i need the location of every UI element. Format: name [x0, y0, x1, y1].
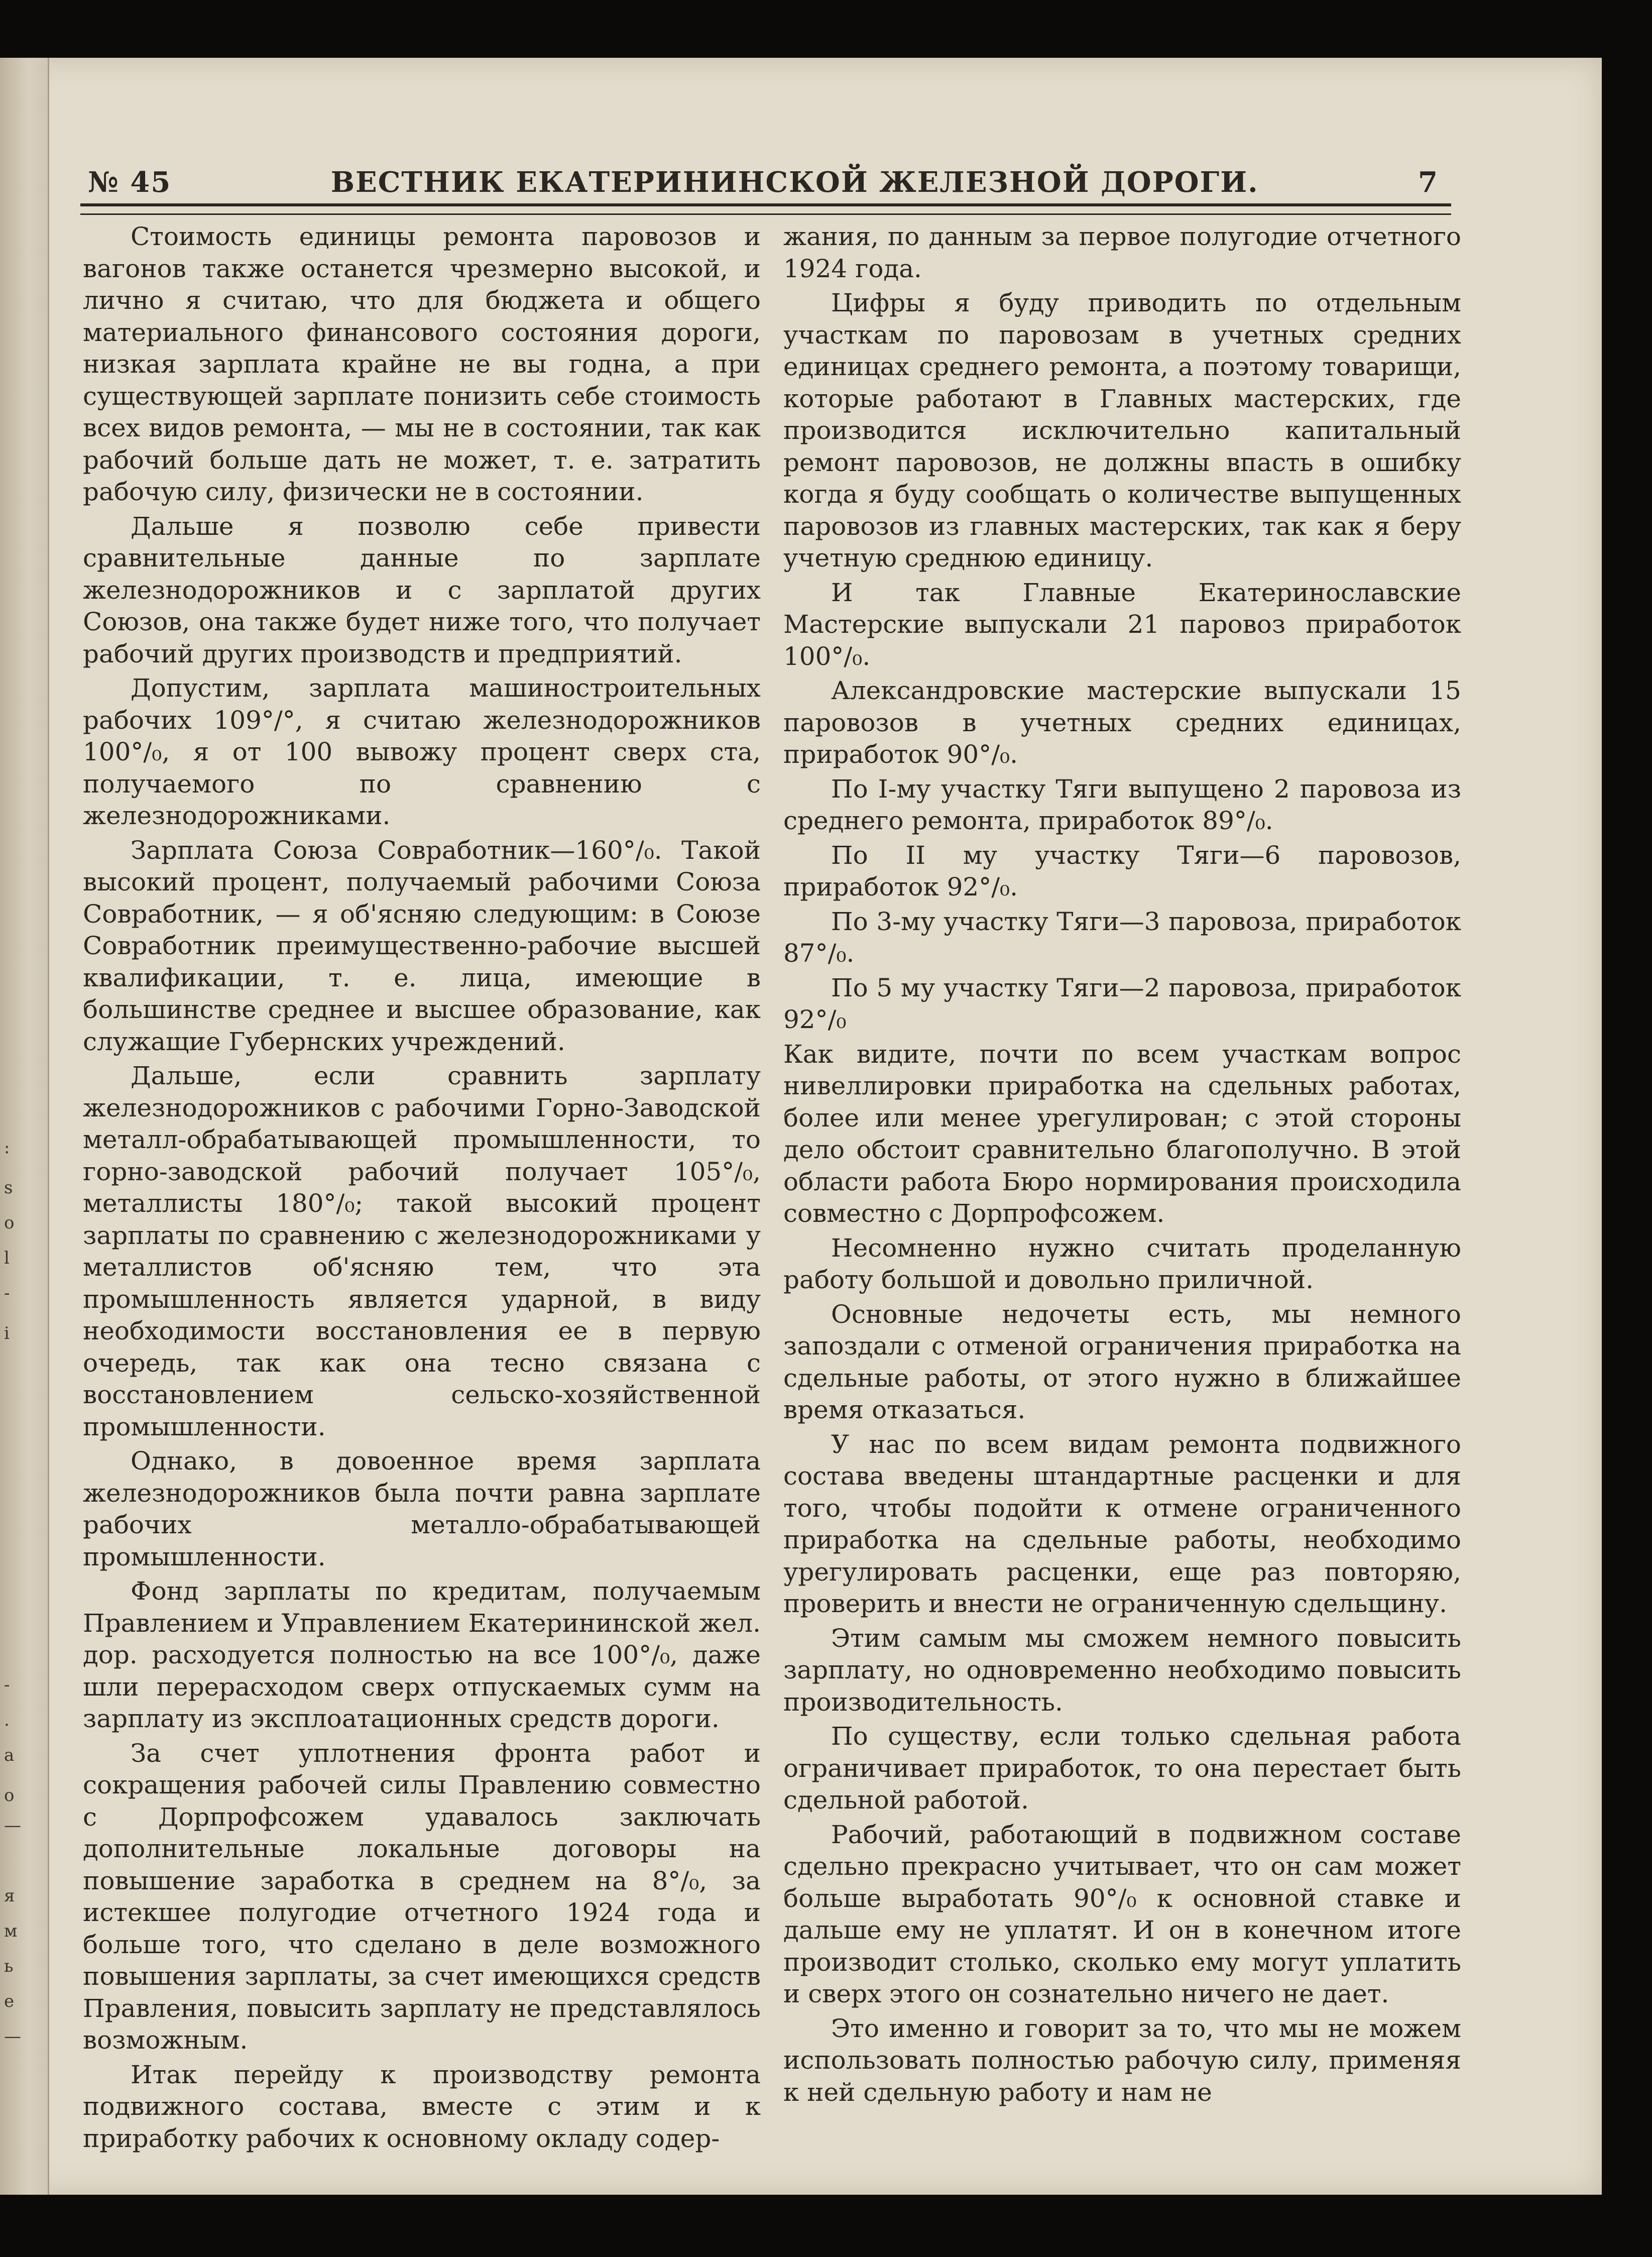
header-rule — [80, 203, 1451, 215]
paragraph: По 3-му участку Тяги—3 паровоза, приработок 87°/₀. — [783, 907, 1461, 968]
paragraph: У нас по всем видам ремонта подвижного состава введены штандартные расценки и для того, чтобы подойти к отмене ограниченного приработка на сдельные работы, необходимо урегулировать расценки, еще раз повторяю, проверить и внести не ограниченную сдельщину. — [783, 1429, 1461, 1618]
prev-page-fragment: i — [4, 1323, 10, 1343]
paragraph: Зарплата Союза Совработник—160°/₀. Такой высокий процент, получаемый рабочими Союза Совработник, — я об'ясняю следующим: в Союзе Совработник преимущественно-рабочие высшей квалификации, т. е. лица, имеющие в большинстве среднее и высшее образование, как служащие Губернских учреждений. — [83, 835, 761, 1056]
page-header — [88, 166, 1439, 201]
prev-page-fragment: l — [4, 1248, 10, 1268]
prev-page-fragment: — — [4, 1816, 21, 1836]
paragraph: По II му участку Тяги—6 паровозов, приработок 92°/₀. — [783, 840, 1461, 901]
paragraph: Как видите, почти по всем участкам вопрос нивеллировки приработка на сдельных работах, более или менее урегулирован; с этой стороны дело обстоит сравнительно благополучно. В этой области работа Бюро нормирования происходила совместно с Дорпрофсожем. — [783, 1039, 1461, 1228]
paragraph: Однако, в довоенное время зарплата железнодорожников была почти равна зарплате рабочих металло-обрабатывающей промышленности. — [83, 1446, 761, 1571]
left-column — [83, 221, 761, 2157]
page-number: 7 — [1418, 166, 1439, 199]
paragraph: За счет уплотнения фронта работ и сокращения рабочей силы Правлению совместно с Дорпрофсожем удавалось заключать дополнительные локальные договоры на повышение заработка в среднем на 8°/₀, за истекшее полугодие отчетного 1924 года и больше того, что сделано в деле возможного повышения зарплаты, за счет имеющихся средств Правления, повысить зарплату не представлялось возможным. — [83, 1738, 761, 2055]
paragraph: И так Главные Екатеринославские Мастерские выпускали 21 паровоз приработок 100°/₀. — [783, 578, 1461, 671]
previous-page-edge — [0, 58, 49, 2195]
prev-page-fragment: s — [4, 1178, 13, 1198]
paragraph: Цифры я буду приводить по отдельным участкам по паровозам в учетных средних единицах среднего ремонта, а поэтому товарищи, которые работают в Главных мастерских, где производится исключительно капитальный ремонт паровозов, не должны впасть в ошибку когда я буду сообщать о количестве выпущенных паровозов из главных мастерских, так как я беру учетную среднюю единицу. — [783, 288, 1461, 573]
paragraph-continued: жания, по данным за первое полугодие отчетного 1924 года. — [783, 222, 1461, 283]
paragraph: По 5 му участку Тяги—2 паровоза, приработок 92°/₀ — [783, 973, 1461, 1034]
paragraph: Итак перейду к производству ремонта подвижного состава, вместе с этим и к приработку рабочих к основному окладу содер- — [83, 2060, 761, 2153]
paragraph: По I-му участку Тяги выпущено 2 паровоза из среднего ремонта, приработок 89°/₀. — [783, 774, 1461, 835]
right-column — [783, 221, 1461, 2111]
prev-page-fragment: : — [4, 1138, 10, 1158]
paragraph: По существу, если только сдельная работа ограничивает приработок, то она перестает быть сдельной работой. — [783, 1722, 1461, 1815]
prev-page-fragment: — — [4, 2026, 21, 2047]
paragraph: Этим самым мы сможем немного повысить зарплату, но одновременно необходимо повысить производительность. — [783, 1623, 1461, 1717]
prev-page-fragment: я — [4, 1886, 15, 1906]
paragraph: Стоимость единицы ремонта паровозов и вагонов также останется чрезмерно высокой, и лично я считаю, что для бюджета и общего материального финансового состояния дороги, низкая зарплата крайне не вы годна, а при существующей зарплате понизить себе стоимость всех видов ремонта, — мы не в состоянии, так как рабочий больше дать не может, т. е. затратить рабочую силу, физически не в состоянии. — [83, 222, 761, 506]
prev-page-fragment: a — [4, 1745, 15, 1765]
paragraph: Несомненно нужно считать проделанную работу большой и довольно приличной. — [783, 1233, 1461, 1294]
prev-page-fragment: ь — [4, 1956, 14, 1976]
paragraph: Рабочий, работающий в подвижном составе сдельно прекрасно учитывает, что он сам может больше выработать 90°/₀ к основной ставке и дальше ему не уплатят. И он в конечном итоге производит столько, сколько ему могут уплатить и сверх этого он сознательно ничего не дает. — [783, 1820, 1461, 2008]
paragraph: Допустим, зарплата машиностроительных рабочих 109°/°, я считаю железнодорожников 100°/₀, я от 100 вывожу процент сверх ста, получаемого по сравнению с железнодорожниками. — [83, 673, 761, 830]
issue-number: № 45 — [88, 166, 172, 199]
prev-page-fragment: - — [4, 1675, 10, 1695]
prev-page-fragment: м — [4, 1921, 18, 1941]
paragraph: Дальше я позволю себе привести сравнительные данные по зарплате железнодорожников и с зарплатой других Союзов, она также будет ниже того, что получает рабочий других производств и предприятий. — [83, 511, 761, 668]
prev-page-fragment: o — [4, 1785, 15, 1805]
prev-page-fragment: - — [4, 1283, 10, 1303]
journal-page — [0, 58, 1602, 2195]
paragraph: Это именно и говорит за то, что мы не можем использовать полностью рабочую силу, применяя к ней сдельную работу и нам не — [783, 2013, 1461, 2107]
prev-page-fragment: e — [4, 1991, 15, 2011]
paragraph: Дальше, если сравнить зарплату железнодорожников с рабочими Горно-Заводской металл-обрабатывающей промышленности, то горно-заводской рабочий получает 105°/₀, металлисты 180°/₀; такой высокий процент зарплаты по сравнению с железнодорожниками у металлистов об'ясняю тем, что эта промышленность является ударной, в виду необходимости восстановления ее в первую очередь, так как она тесно связана с восстановлением сельско-хозяйственной промышленности. — [83, 1061, 761, 1441]
prev-page-fragment: . — [4, 1710, 10, 1730]
journal-title: ВЕСТНИК ЕКАТЕРИНИНСКОЙ ЖЕЛЕЗНОЙ ДОРОГИ. — [330, 166, 1259, 199]
paragraph: Александровские мастерские выпускали 15 паровозов в учетных средних единицах, приработок 90°/₀. — [783, 676, 1461, 769]
prev-page-fragment: o — [4, 1213, 15, 1233]
paragraph: Фонд зарплаты по кредитам, получаемым Правлением и Управлением Екатерининской жел. дор. расходуется полностью на все 100°/₀, даже шли перерасходом сверх отпускаемых сумм на зарплату из эксплоатационных средств дороги. — [83, 1576, 761, 1733]
paragraph: Основные недочеты есть, мы немного запоздали с отменой ограничения приработка на сдельные работы, от этого нужно в ближайшее время отказаться. — [783, 1299, 1461, 1424]
